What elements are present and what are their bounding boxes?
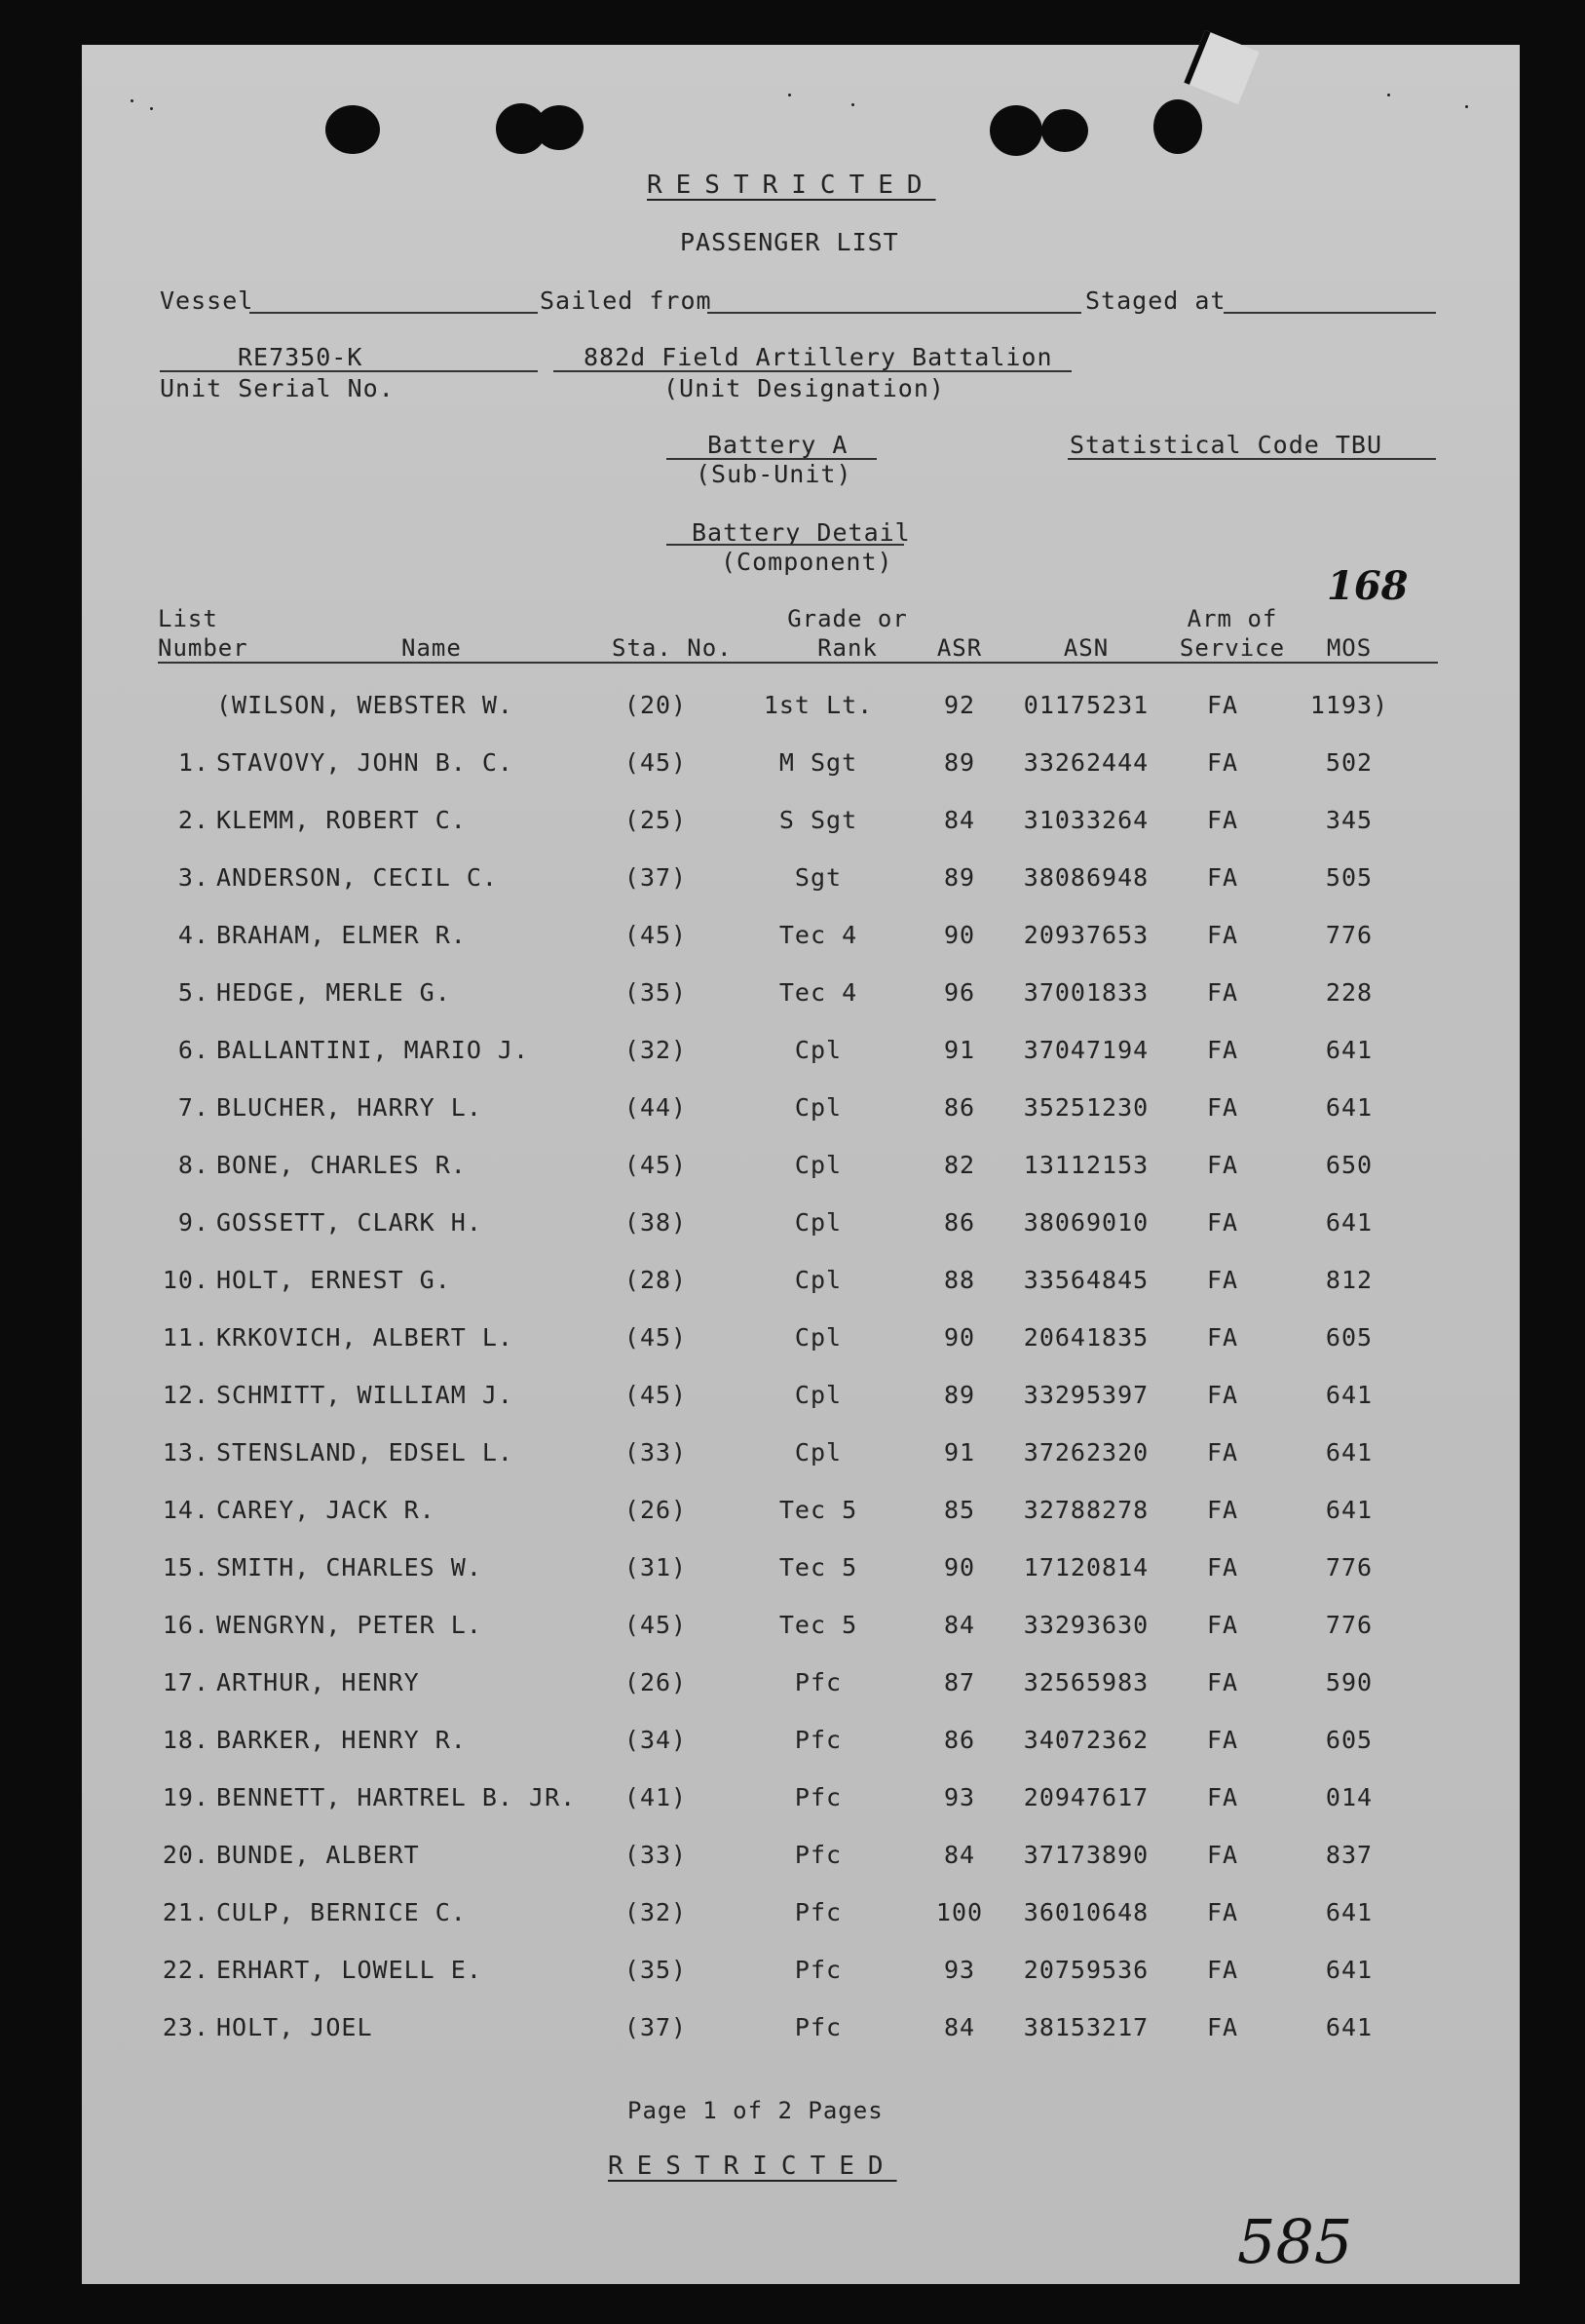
grade-rank: Pfc <box>794 1898 843 1926</box>
grade-rank: Tec 4 <box>778 921 858 949</box>
arm-of-service: FA <box>1206 1496 1239 1524</box>
mos-code: 776 <box>1325 1611 1374 1639</box>
classification-top: RESTRICTED <box>647 171 936 200</box>
table-row <box>0 1318 1585 1357</box>
passenger-name: BLUCHER, HARRY L. <box>216 1093 482 1122</box>
mos-code: 502 <box>1325 748 1374 777</box>
table-row <box>0 1951 1585 1990</box>
table-row <box>0 1721 1585 1760</box>
army-serial-number: 33293630 <box>1023 1611 1150 1639</box>
punch-hole <box>1041 109 1088 152</box>
asr-score: 100 <box>935 1898 984 1926</box>
list-number: 16. <box>162 1611 209 1639</box>
punch-hole <box>990 105 1042 156</box>
asr-score: 87 <box>943 1668 976 1696</box>
army-serial-number: 35251230 <box>1023 1093 1150 1122</box>
grade-rank: Cpl <box>794 1036 843 1064</box>
arm-of-service: FA <box>1206 1151 1239 1179</box>
sailed-from-label: Sailed from <box>540 286 712 315</box>
passenger-name: ANDERSON, CECIL C. <box>216 863 498 892</box>
table-row <box>0 916 1585 955</box>
army-serial-number: 36010648 <box>1023 1898 1150 1926</box>
table-row <box>0 1778 1585 1817</box>
document-title: PASSENGER LIST <box>680 228 899 256</box>
table-row <box>0 1203 1585 1242</box>
passenger-name: ERHART, LOWELL E. <box>216 1956 482 1984</box>
passenger-name: STENSLAND, EDSEL L. <box>216 1438 513 1467</box>
unit-designation-label: (Unit Designation) <box>663 374 945 402</box>
page-footer: Page 1 of 2 Pages <box>627 2097 884 2124</box>
mos-code: 776 <box>1325 1553 1374 1581</box>
page-stamp-number: 168 <box>1327 563 1409 609</box>
passenger-name: ARTHUR, HENRY <box>216 1668 420 1696</box>
table-row <box>0 1146 1585 1185</box>
asr-score: 90 <box>943 1323 976 1352</box>
asr-score: 86 <box>943 1726 976 1754</box>
grade-rank: Pfc <box>794 1783 843 1811</box>
station-number: (34) <box>623 1726 688 1754</box>
station-number: (35) <box>623 978 688 1007</box>
mos-code: 641 <box>1325 2013 1374 2041</box>
arm-of-service: FA <box>1206 1036 1239 1064</box>
classification-bottom: RESTRICTED <box>608 2152 897 2181</box>
table-row <box>0 1088 1585 1127</box>
list-number: 18. <box>162 1726 209 1754</box>
station-number: (33) <box>623 1841 688 1869</box>
passenger-name: BUNDE, ALBERT <box>216 1841 420 1869</box>
station-number: (37) <box>623 863 688 892</box>
army-serial-number: 32788278 <box>1023 1496 1150 1524</box>
arm-of-service: FA <box>1206 1093 1239 1122</box>
station-number: (37) <box>623 2013 688 2041</box>
asr-score: 86 <box>943 1093 976 1122</box>
asr-score: 89 <box>943 748 976 777</box>
station-number: (25) <box>623 806 688 834</box>
grade-rank: Tec 5 <box>778 1611 858 1639</box>
army-serial-number: 38069010 <box>1023 1208 1150 1237</box>
station-number: (45) <box>623 1323 688 1352</box>
arm-of-service: FA <box>1206 1841 1239 1869</box>
table-row <box>0 1031 1585 1070</box>
station-number: (32) <box>623 1036 688 1064</box>
speck <box>150 107 153 110</box>
passenger-name: STAVOVY, JOHN B. C. <box>216 748 513 777</box>
army-serial-number: 32565983 <box>1023 1668 1150 1696</box>
grade-rank: Pfc <box>794 1668 843 1696</box>
mos-code: 641 <box>1325 1381 1374 1409</box>
grade-rank: Sgt <box>794 863 843 892</box>
speck <box>131 99 133 102</box>
station-number: (28) <box>623 1266 688 1294</box>
mos-code: 776 <box>1325 921 1374 949</box>
asr-score: 93 <box>943 1783 976 1811</box>
passenger-name: HOLT, JOEL <box>216 2013 373 2041</box>
table-row <box>0 1491 1585 1530</box>
arm-of-service: FA <box>1206 748 1239 777</box>
arm-of-service: FA <box>1206 1208 1239 1237</box>
grade-rank: Cpl <box>794 1093 843 1122</box>
passenger-name: HOLT, ERNEST G. <box>216 1266 451 1294</box>
table-row <box>0 858 1585 897</box>
grade-rank: Pfc <box>794 1956 843 1984</box>
station-number: (38) <box>623 1208 688 1237</box>
grade-rank: Cpl <box>794 1151 843 1179</box>
speck <box>1465 105 1468 108</box>
unit-designation-rule <box>553 370 1072 372</box>
army-serial-number: 37047194 <box>1023 1036 1150 1064</box>
station-number: (31) <box>623 1553 688 1581</box>
unit-serial-rule <box>160 370 538 372</box>
mos-code: 641 <box>1325 1036 1374 1064</box>
list-number: 5. <box>177 978 209 1007</box>
army-serial-number: 31033264 <box>1023 806 1150 834</box>
vessel-label: Vessel <box>160 286 254 315</box>
mos-code: 650 <box>1325 1151 1374 1179</box>
sailed-from-rule <box>707 312 1081 314</box>
vessel-rule <box>249 312 538 314</box>
statistical-code: Statistical Code TBU <box>1070 431 1383 459</box>
list-number: 21. <box>162 1898 209 1926</box>
passenger-name: KRKOVICH, ALBERT L. <box>216 1323 513 1352</box>
mos-code: 014 <box>1325 1783 1374 1811</box>
arm-of-service: FA <box>1206 1438 1239 1467</box>
arm-of-service: FA <box>1206 1381 1239 1409</box>
asr-score: 88 <box>943 1266 976 1294</box>
grade-rank: Cpl <box>794 1323 843 1352</box>
grade-rank: Cpl <box>794 1266 843 1294</box>
header-arm-2: Service <box>1179 634 1286 662</box>
component-value: Battery Detail <box>692 518 911 547</box>
passenger-name: KLEMM, ROBERT C. <box>216 806 467 834</box>
asr-score: 84 <box>943 806 976 834</box>
component-label: (Component) <box>721 548 893 576</box>
component-rule <box>666 544 904 546</box>
table-row <box>0 686 1585 725</box>
list-number: 6. <box>177 1036 209 1064</box>
arm-of-service: FA <box>1206 978 1239 1007</box>
arm-of-service: FA <box>1206 1783 1239 1811</box>
arm-of-service: FA <box>1206 1553 1239 1581</box>
army-serial-number: 20759536 <box>1023 1956 1150 1984</box>
table-row <box>0 1548 1585 1587</box>
station-number: (41) <box>623 1783 688 1811</box>
list-number: 19. <box>162 1783 209 1811</box>
grade-rank: Pfc <box>794 1841 843 1869</box>
mos-code: 641 <box>1325 1438 1374 1467</box>
asr-score: 89 <box>943 1381 976 1409</box>
station-number: (33) <box>623 1438 688 1467</box>
table-row <box>0 1836 1585 1875</box>
table-row <box>0 1433 1585 1472</box>
arm-of-service: FA <box>1206 806 1239 834</box>
station-number: (45) <box>623 748 688 777</box>
mos-code: 228 <box>1325 978 1374 1007</box>
mos-code: 345 <box>1325 806 1374 834</box>
sub-unit-value: Battery A <box>707 431 849 459</box>
passenger-name: CAREY, JACK R. <box>216 1496 435 1524</box>
grade-rank: Tec 4 <box>778 978 858 1007</box>
arm-of-service: FA <box>1206 1323 1239 1352</box>
passenger-name: CULP, BERNICE C. <box>216 1898 467 1926</box>
list-number: 22. <box>162 1956 209 1984</box>
punch-hole <box>1153 99 1202 154</box>
army-serial-number: 38153217 <box>1023 2013 1150 2041</box>
grade-rank: Cpl <box>794 1208 843 1237</box>
grade-rank: Tec 5 <box>778 1553 858 1581</box>
arm-of-service: FA <box>1206 863 1239 892</box>
grade-rank: Pfc <box>794 1726 843 1754</box>
mos-code: 641 <box>1325 1898 1374 1926</box>
speck <box>788 94 791 96</box>
header-asn: ASN <box>1063 634 1110 662</box>
passenger-table <box>0 686 1585 2089</box>
asr-score: 90 <box>943 921 976 949</box>
army-serial-number: 37001833 <box>1023 978 1150 1007</box>
army-serial-number: 20937653 <box>1023 921 1150 949</box>
list-number: 10. <box>162 1266 209 1294</box>
document-page <box>82 45 1520 2284</box>
asr-score: 89 <box>943 863 976 892</box>
asr-score: 84 <box>943 1841 976 1869</box>
grade-rank: S Sgt <box>778 806 858 834</box>
list-number: 11. <box>162 1323 209 1352</box>
punch-hole <box>535 105 584 150</box>
list-number: 8. <box>177 1151 209 1179</box>
list-number: 13. <box>162 1438 209 1467</box>
asr-score: 93 <box>943 1956 976 1984</box>
asr-score: 96 <box>943 978 976 1007</box>
passenger-name: (WILSON, WEBSTER W. <box>216 691 513 719</box>
table-row <box>0 2008 1585 2047</box>
staged-at-rule <box>1224 312 1436 314</box>
punch-hole <box>325 105 380 154</box>
station-number: (45) <box>623 1151 688 1179</box>
passenger-name: GOSSETT, CLARK H. <box>216 1208 482 1237</box>
passenger-name: BRAHAM, ELMER R. <box>216 921 467 949</box>
header-asr: ASR <box>936 634 983 662</box>
arm-of-service: FA <box>1206 1668 1239 1696</box>
header-list-number-1: List <box>158 605 218 632</box>
asr-score: 85 <box>943 1496 976 1524</box>
asr-score: 82 <box>943 1151 976 1179</box>
header-grade-2: Rank <box>817 634 878 662</box>
station-number: (45) <box>623 1381 688 1409</box>
list-number: 9. <box>177 1208 209 1237</box>
asr-score: 84 <box>943 2013 976 2041</box>
arm-of-service: FA <box>1206 1611 1239 1639</box>
arm-of-service: FA <box>1206 2013 1239 2041</box>
mos-code: 641 <box>1325 1208 1374 1237</box>
army-serial-number: 20947617 <box>1023 1783 1150 1811</box>
handwritten-number: 585 <box>1237 2206 1353 2277</box>
passenger-name: BONE, CHARLES R. <box>216 1151 467 1179</box>
arm-of-service: FA <box>1206 1266 1239 1294</box>
grade-rank: Cpl <box>794 1381 843 1409</box>
passenger-name: HEDGE, MERLE G. <box>216 978 451 1007</box>
asr-score: 91 <box>943 1036 976 1064</box>
mos-code: 1193) <box>1309 691 1389 719</box>
asr-score: 90 <box>943 1553 976 1581</box>
header-grade-1: Grade or <box>787 605 908 632</box>
torn-corner <box>1184 30 1259 104</box>
mos-code: 641 <box>1325 1496 1374 1524</box>
army-serial-number: 37173890 <box>1023 1841 1150 1869</box>
mos-code: 605 <box>1325 1323 1374 1352</box>
army-serial-number: 38086948 <box>1023 863 1150 892</box>
passenger-name: BENNETT, HARTREL B. JR. <box>216 1783 577 1811</box>
list-number: 14. <box>162 1496 209 1524</box>
passenger-name: BALLANTINI, MARIO J. <box>216 1036 530 1064</box>
unit-serial-value: RE7350-K <box>238 343 363 371</box>
header-sta-no: Sta. No. <box>612 634 733 662</box>
list-number: 2. <box>177 806 209 834</box>
mos-code: 590 <box>1325 1668 1374 1696</box>
passenger-name: SCHMITT, WILLIAM J. <box>216 1381 513 1409</box>
arm-of-service: FA <box>1206 921 1239 949</box>
station-number: (20) <box>623 691 688 719</box>
table-row <box>0 973 1585 1012</box>
speck <box>1387 94 1390 96</box>
table-row <box>0 1893 1585 1932</box>
arm-of-service: FA <box>1206 1898 1239 1926</box>
header-arm-1: Arm of <box>1187 605 1278 632</box>
army-serial-number: 33564845 <box>1023 1266 1150 1294</box>
list-number: 15. <box>162 1553 209 1581</box>
passenger-name: SMITH, CHARLES W. <box>216 1553 482 1581</box>
station-number: (45) <box>623 1611 688 1639</box>
sub-unit-label: (Sub-Unit) <box>696 460 852 488</box>
passenger-name: WENGRYN, PETER L. <box>216 1611 482 1639</box>
arm-of-service: FA <box>1206 1956 1239 1984</box>
header-rule <box>158 662 1438 664</box>
arm-of-service: FA <box>1206 691 1239 719</box>
army-serial-number: 34072362 <box>1023 1726 1150 1754</box>
station-number: (44) <box>623 1093 688 1122</box>
header-name: Name <box>401 634 462 662</box>
table-row <box>0 1606 1585 1645</box>
station-number: (26) <box>623 1668 688 1696</box>
mos-code: 812 <box>1325 1266 1374 1294</box>
list-number: 23. <box>162 2013 209 2041</box>
asr-score: 84 <box>943 1611 976 1639</box>
grade-rank: 1st Lt. <box>763 691 874 719</box>
army-serial-number: 33262444 <box>1023 748 1150 777</box>
army-serial-number: 37262320 <box>1023 1438 1150 1467</box>
asr-score: 92 <box>943 691 976 719</box>
staged-at-label: Staged at <box>1085 286 1226 315</box>
station-number: (45) <box>623 921 688 949</box>
army-serial-number: 33295397 <box>1023 1381 1150 1409</box>
header-mos: MOS <box>1326 634 1373 662</box>
list-number: 7. <box>177 1093 209 1122</box>
station-number: (32) <box>623 1898 688 1926</box>
army-serial-number: 01175231 <box>1023 691 1150 719</box>
passenger-name: BARKER, HENRY R. <box>216 1726 467 1754</box>
grade-rank: Cpl <box>794 1438 843 1467</box>
station-number: (35) <box>623 1956 688 1984</box>
asr-score: 91 <box>943 1438 976 1467</box>
table-row <box>0 801 1585 840</box>
mos-code: 605 <box>1325 1726 1374 1754</box>
table-row <box>0 1376 1585 1415</box>
mos-code: 641 <box>1325 1093 1374 1122</box>
table-row <box>0 1261 1585 1300</box>
statistical-code-rule <box>1068 458 1436 460</box>
speck <box>851 103 854 106</box>
unit-serial-label: Unit Serial No. <box>160 374 395 402</box>
header-list-number-2: Number <box>158 634 248 662</box>
army-serial-number: 20641835 <box>1023 1323 1150 1352</box>
army-serial-number: 17120814 <box>1023 1553 1150 1581</box>
grade-rank: Pfc <box>794 2013 843 2041</box>
mos-code: 641 <box>1325 1956 1374 1984</box>
list-number: 20. <box>162 1841 209 1869</box>
unit-designation-value: 882d Field Artillery Battalion <box>584 343 1053 371</box>
list-number: 3. <box>177 863 209 892</box>
list-number: 12. <box>162 1381 209 1409</box>
table-row <box>0 743 1585 782</box>
grade-rank: M Sgt <box>778 748 858 777</box>
mos-code: 505 <box>1325 863 1374 892</box>
list-number: 4. <box>177 921 209 949</box>
station-number: (26) <box>623 1496 688 1524</box>
mos-code: 837 <box>1325 1841 1374 1869</box>
list-number: 17. <box>162 1668 209 1696</box>
army-serial-number: 13112153 <box>1023 1151 1150 1179</box>
arm-of-service: FA <box>1206 1726 1239 1754</box>
list-number: 1. <box>177 748 209 777</box>
table-row <box>0 1663 1585 1702</box>
asr-score: 86 <box>943 1208 976 1237</box>
grade-rank: Tec 5 <box>778 1496 858 1524</box>
